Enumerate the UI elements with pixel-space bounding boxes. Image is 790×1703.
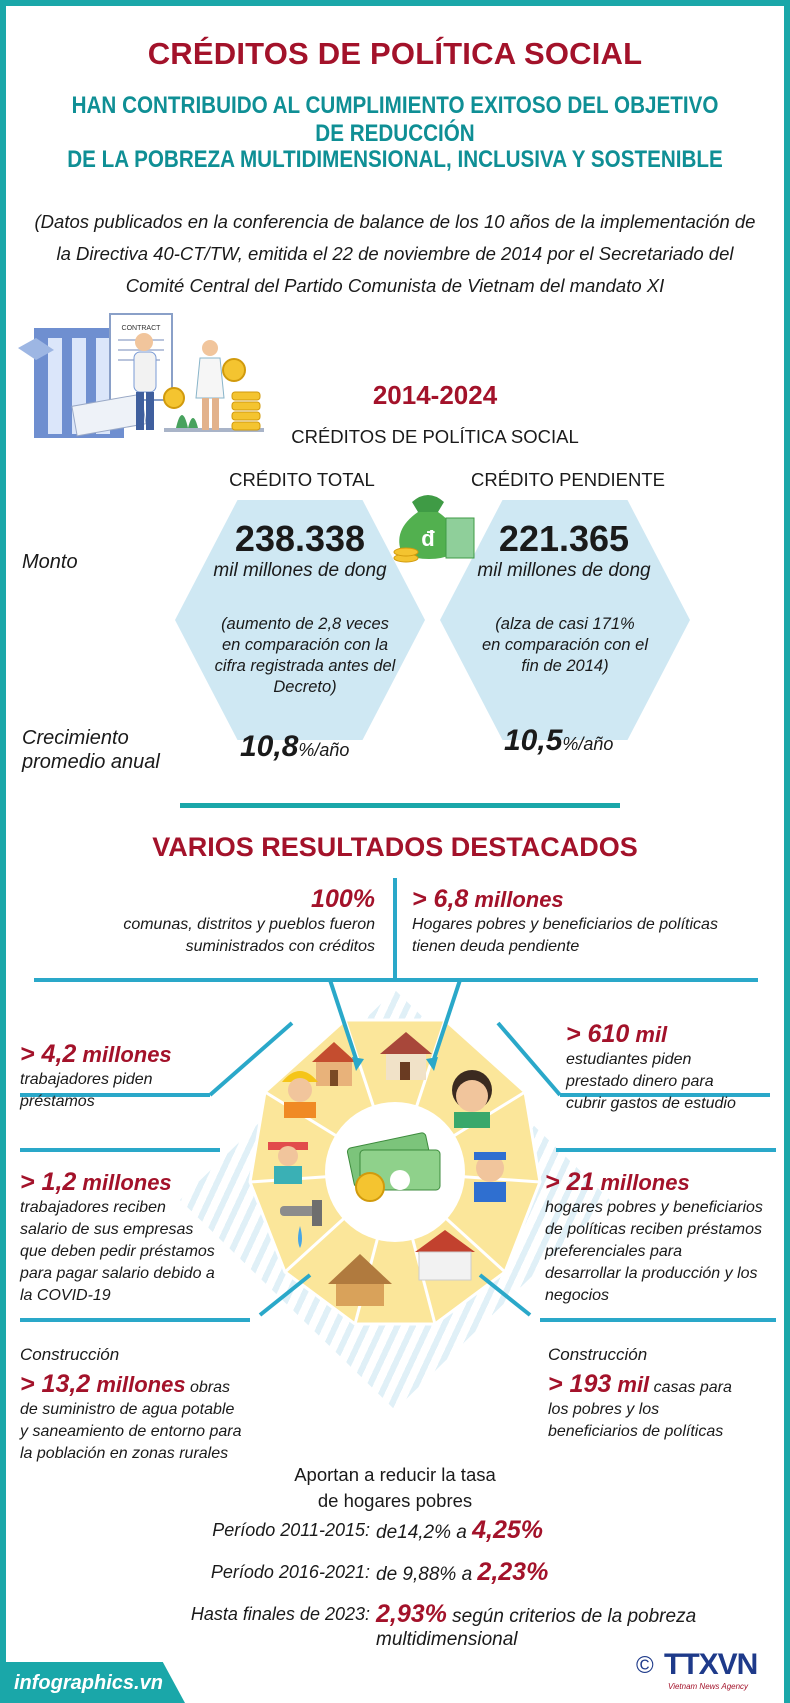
total-credit-unit: mil millones de dong: [213, 560, 387, 581]
households-loans-result: > 21 millones hogares pobres y beneficiarios de políticas reciben préstamos preferenciales para desarrollar la producción y los negocios: [545, 1168, 763, 1304]
pending-credit-heading: CRÉDITO PENDIENTE: [471, 469, 665, 490]
water-works-result: Construcción > 13,2 millones obras de suministro de agua potable y saneamiento de entorno para la población en zonas rurales: [20, 1345, 242, 1462]
students-result: > 610 mil estudiantes piden prestado dinero para cubrir gastos de estudio: [566, 1020, 736, 1112]
reduction-value-1: de14,2% a 4,25%: [376, 1516, 544, 1544]
pending-credit-unit: mil millones de dong: [477, 560, 651, 581]
page-subtitle-line-1: HAN CONTRIBUIDO AL CUMPLIMIENTO EXITOSO DEL OBJETIVO DE REDUCCIÓN: [71, 92, 719, 147]
reduction-title: Aportan a reducir la tasa de hogares pobres: [294, 1464, 496, 1511]
reduction-value-3: 2,93% según criterios de la pobreza multidimensional: [376, 1600, 697, 1650]
total-credit-heading: CRÉDITO TOTAL: [229, 469, 375, 490]
footer-site-link[interactable]: infographics.vn: [14, 1672, 163, 1694]
workers-loans-result: > 4,2 millones trabajadores piden préstamos: [20, 1040, 172, 1110]
svg-text:CONTRACT: CONTRACT: [121, 325, 161, 332]
communes-result: 100% comunas, distritos y pueblos fueron suministrados con créditos: [123, 885, 375, 955]
svg-text:đ: đ: [421, 526, 435, 551]
pending-credit-note: (alza de casi 171% en comparación con el fin de 2014): [481, 615, 648, 675]
results-split-line: [393, 878, 397, 978]
reduction-label-1: Período 2011-2015:: [212, 1520, 370, 1540]
reduction-label-2: Período 2016-2021:: [210, 1562, 370, 1582]
right-bottom-line: [540, 1318, 776, 1322]
period-heading: 2014-2024: [372, 380, 498, 410]
total-credit-amount: 238.338: [234, 518, 366, 559]
brand-logo: TTXVN: [664, 1648, 758, 1681]
section-divider: [180, 803, 620, 808]
page-subtitle-line-2: DE LA POBREZA MULTIDIMENSIONAL, INCLUSIVA Y SOSTENIBLE: [67, 146, 723, 173]
credits-section-title: CRÉDITOS DE POLÍTICA SOCIAL: [291, 426, 579, 447]
total-credit-note: (aumento de 2,8 veces en comparación con la cifra registrada antes del Decreto): [214, 615, 396, 696]
right-mid-line: [556, 1148, 776, 1152]
amount-row-label: Monto: [22, 551, 78, 573]
total-credit-growth: 10,8%/año: [240, 730, 350, 763]
houses-result: Construcción > 193 mil casas para los pobres y los beneficiarios de políticas: [548, 1345, 732, 1440]
page-title: CRÉDITOS DE POLÍTICA SOCIAL: [147, 36, 643, 71]
pending-credit-amount: 221.365: [498, 518, 630, 559]
source-note: (Datos publicados en la conferencia de balance de los 10 años de la implementación de la Directiva 40-CT/TW, emitida el 22 de noviembre de 2014 por el Secretariado del Comité Central del Partido Comunista de Vietnam del mandato XI: [34, 211, 756, 296]
contract-handshake-illustration: [14, 308, 276, 456]
reduction-label-3: Hasta finales de 2023:: [190, 1604, 370, 1624]
left-bottom-line: [20, 1318, 250, 1322]
households-debt-result: > 6,8 millones Hogares pobres y beneficiarios de políticas tienen deuda pendiente: [412, 885, 718, 955]
pending-credit-growth: 10,5%/año: [504, 724, 614, 757]
workers-salary-result: > 1,2 millones trabajadores reciben salario de sus empresas que deben pedir préstamos para pagar salario debido a la COVID-19: [20, 1168, 215, 1304]
left-mid-line: [20, 1148, 220, 1152]
agency-name: Vietnam News Agency: [668, 1682, 749, 1691]
results-title: VARIOS RESULTADOS DESTACADOS: [152, 832, 638, 862]
growth-row-label: Crecimiento promedio anual: [22, 727, 160, 773]
copyright-icon: ©: [636, 1652, 654, 1679]
reduction-value-2: de 9,88% a 2,23%: [376, 1558, 549, 1586]
